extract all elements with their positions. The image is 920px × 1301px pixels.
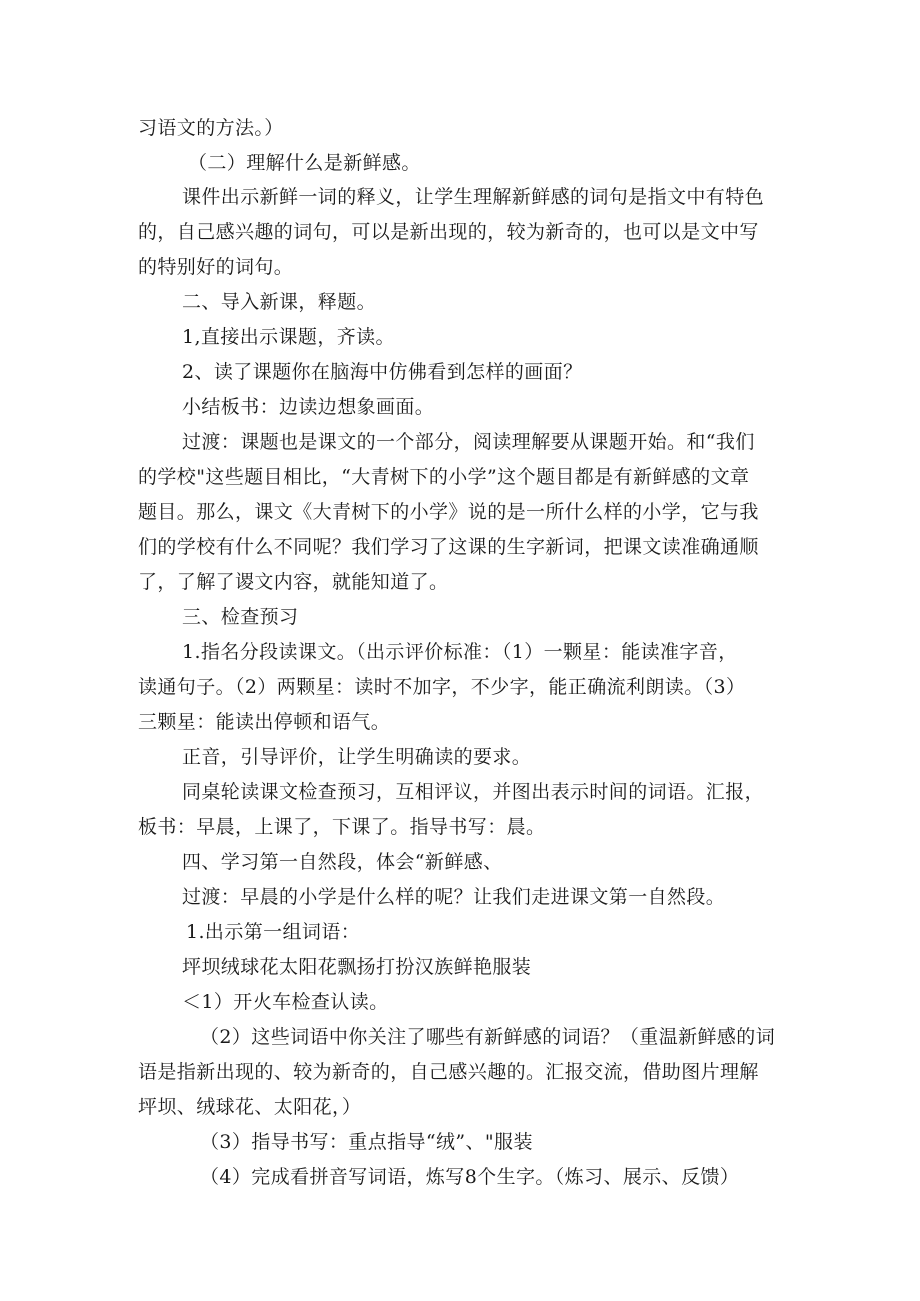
text-line: 1,直接出示课题，齐读。	[182, 326, 395, 348]
text-line: 2、读了课题你在脑海中仿佛看到怎样的画面？	[182, 361, 583, 383]
section-heading: 四、学习第一自然段，体会“新鲜感、	[182, 851, 503, 873]
text-line: 的学校"这些题目相比，“大青树下的小学”这个题目都是有新鲜感的文章	[138, 466, 750, 488]
text-line: 小结板书：边读边想象画面。	[182, 396, 435, 418]
text-line: ＜1）开火车检查认读。	[182, 991, 389, 1013]
text-line: （3）指导书写：重点指导“绒”、"服装	[200, 1131, 533, 1153]
text-line: 们的学校有什么不同呢？我们学习了这课的生字新词，把课文读准确通顺	[138, 536, 759, 558]
text-line: 过渡：课题也是课文的一个部分，阅读理解要从课题开始。和“我们	[182, 431, 755, 453]
text-line: 读通句子。（2）两颗星：读时不加字，不少字，能正确流利朗读。（3）	[138, 676, 746, 698]
section-heading: 二、导入新课，释题。	[182, 291, 377, 313]
text-line: 题目。那么，课文《大青树下的小学》说的是一所什么样的小学，它与我	[138, 501, 759, 523]
text-line: 的，自己感兴趣的词句，可以是新出现的，较为新奇的，也可以是文中写	[138, 221, 759, 243]
section-heading: 三、检查预习	[182, 606, 299, 628]
text-line: 过渡：早晨的小学是什么样的呢？让我们走进课文第一自然段。	[182, 886, 726, 908]
section-heading: （二）理解什么是新鲜感。	[188, 152, 421, 174]
text-line: 正音，引导评价，让学生明确读的要求。	[182, 746, 532, 768]
text-line: （4）完成看拼音写词语，炼写8个生字。（炼习、展示、反馈）	[200, 1166, 740, 1188]
text-line: 板书：早晨，上课了，下课了。指导书写：晨。	[138, 816, 546, 838]
text-line: 语是指新出现的、较为新奇的，自己感兴趣的。汇报交流，借助图片理解	[138, 1061, 759, 1083]
text-line: 坪坝、绒球花、太阳花，）	[138, 1096, 362, 1118]
word-list: 坪坝绒球花太阳花飘扬打扮汉族鲜艳服装	[182, 956, 532, 978]
text-line: 1.出示第一组词语：	[186, 921, 361, 943]
text-line: 的特别好的词句。	[138, 256, 294, 278]
text-line: 课件出示新鲜一词的释义，让学生理解新鲜感的词句是指文中有特色	[182, 186, 765, 208]
text-line: 1.指名分段读课文。（出示评价标准：（1）一颗星：能读准字音，	[182, 641, 738, 663]
text-line: 同桌轮读课文检查预习，互相评议，并图出表示时间的词语。汇报，	[182, 781, 765, 803]
text-line: 习语文的方法。）	[138, 117, 284, 139]
text-line: （2）这些词语中你关注了哪些有新鲜感的词语？（重温新鲜感的词	[200, 1026, 776, 1048]
text-line: 三颗星：能读出停顿和语气。	[138, 711, 391, 733]
text-line: 了，了解了谡文内容，就能知道了。	[138, 571, 449, 593]
